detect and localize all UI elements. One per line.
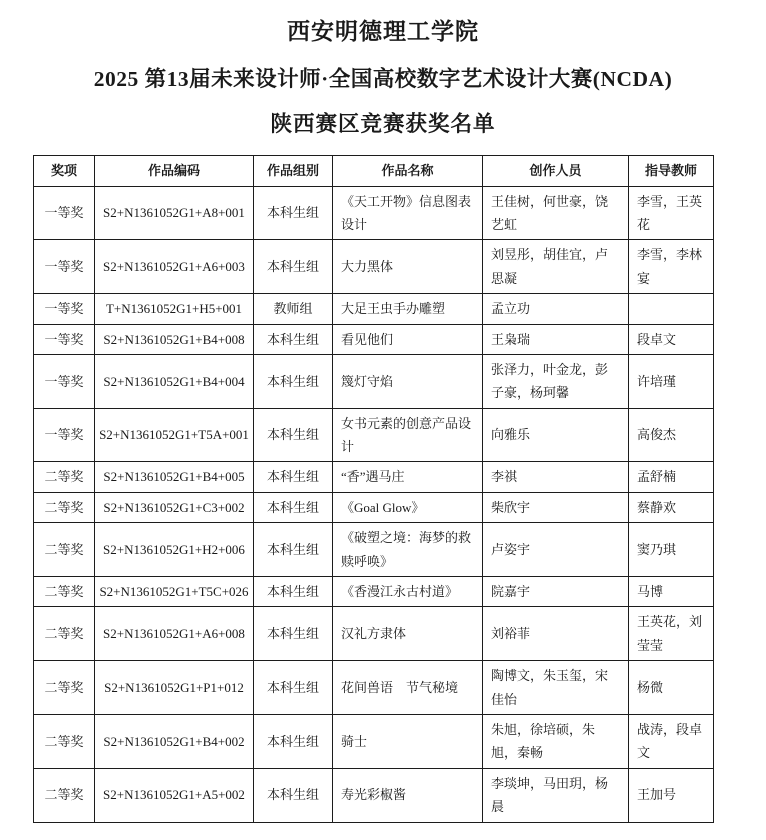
- table-row: [34, 523, 714, 577]
- award-cell: 一等奖: [34, 354, 95, 408]
- group-cell: 本科生组: [254, 523, 333, 577]
- page-subtitle: 2025 第13届未来设计师·全国高校数字艺术设计大赛(NCDA): [93, 66, 673, 91]
- group-cell: 本科生组: [254, 492, 333, 522]
- teacher-cell: 孟舒楠: [629, 462, 714, 492]
- header-group-cell: 作品组别: [254, 156, 333, 186]
- table-row: [34, 324, 714, 354]
- teacher-cell: 许培瑾: [629, 354, 714, 408]
- group-cell: 本科生组: [254, 715, 333, 769]
- work-title-cell: 花间兽语 节气秘境: [333, 661, 483, 715]
- award-cell: 二等奖: [34, 577, 95, 607]
- award-cell: 一等奖: [34, 186, 95, 240]
- work-title-cell: 寿光彩椒酱: [333, 768, 483, 822]
- group-cell: 本科生组: [254, 240, 333, 294]
- code-cell: T+N1361052G1+H5+001: [95, 294, 254, 324]
- creators-cell: 刘昱彤，胡佳宜，卢思凝: [483, 240, 629, 294]
- award-cell: 一等奖: [34, 240, 95, 294]
- creators-cell: 王佳树，何世豪，饶艺虹: [483, 186, 629, 240]
- teacher-cell: 杨微: [629, 661, 714, 715]
- table-row: [34, 715, 714, 769]
- teacher-cell: 段卓文: [629, 324, 714, 354]
- table-row: [34, 408, 714, 462]
- group-cell: 本科生组: [254, 408, 333, 462]
- teacher-cell: 蔡静欢: [629, 492, 714, 522]
- teacher-cell: 窦乃琪: [629, 523, 714, 577]
- teacher-cell: 李雪，王英花: [629, 186, 714, 240]
- code-cell: S2+N1361052G1+B4+008: [95, 324, 254, 354]
- award-cell: 二等奖: [34, 715, 95, 769]
- group-cell: 本科生组: [254, 661, 333, 715]
- award-cell: 二等奖: [34, 523, 95, 577]
- teacher-cell: 马博: [629, 577, 714, 607]
- creators-cell: 院嘉宇: [483, 577, 629, 607]
- award-cell: 一等奖: [34, 294, 95, 324]
- code-cell: S2+N1361052G1+A6+003: [95, 240, 254, 294]
- work-title-cell: 《香漫江永古村道》: [333, 577, 483, 607]
- code-cell: S2+N1361052G1+A8+001: [95, 186, 254, 240]
- page-title: 西安明德理工学院: [287, 19, 479, 44]
- award-cell: 二等奖: [34, 462, 95, 492]
- header-code-cell: 作品编码: [95, 156, 254, 186]
- creators-cell: 李琰坤，马田玥，杨晨: [483, 768, 629, 822]
- award-cell: 二等奖: [34, 607, 95, 661]
- creators-cell: 孟立功: [483, 294, 629, 324]
- group-cell: 本科生组: [254, 768, 333, 822]
- header-creators-cell: 创作人员: [483, 156, 629, 186]
- table-header-row: [34, 156, 714, 186]
- teacher-cell: 王英花，刘莹莹: [629, 607, 714, 661]
- table-row: [34, 661, 714, 715]
- creators-cell: 张泽力，叶金龙，彭子豪，杨珂馨: [483, 354, 629, 408]
- code-cell: S2+N1361052G1+C3+002: [95, 492, 254, 522]
- teacher-cell: 高俊杰: [629, 408, 714, 462]
- group-cell: 本科生组: [254, 462, 333, 492]
- creators-cell: 卢姿宇: [483, 523, 629, 577]
- work-title-cell: 看见他们: [333, 324, 483, 354]
- teacher-cell: [629, 294, 714, 324]
- table-row: [34, 607, 714, 661]
- work-title-cell: 女书元素的创意产品设计: [333, 408, 483, 462]
- teacher-cell: 王加号: [629, 768, 714, 822]
- work-title-cell: 骑士: [333, 715, 483, 769]
- work-title-cell: 大足王虫手办雕塑: [333, 294, 483, 324]
- creators-cell: 王枭瑞: [483, 324, 629, 354]
- code-cell: S2+N1361052G1+H2+006: [95, 523, 254, 577]
- award-cell: 一等奖: [34, 324, 95, 354]
- code-cell: S2+N1361052G1+T5C+026: [95, 577, 254, 607]
- award-cell: 二等奖: [34, 661, 95, 715]
- table-row: [34, 577, 714, 607]
- table-row: [34, 492, 714, 522]
- table-body: [34, 186, 714, 822]
- section-title: 陕西赛区竞赛获奖名单: [270, 112, 496, 137]
- award-cell: 二等奖: [34, 492, 95, 522]
- header-work-title-cell: 作品名称: [333, 156, 483, 186]
- creators-cell: 向雅乐: [483, 408, 629, 462]
- table-row: [34, 240, 714, 294]
- teacher-cell: 李雪，李林宴: [629, 240, 714, 294]
- creators-cell: 刘裕菲: [483, 607, 629, 661]
- work-title-cell: 汉礼方隶体: [333, 607, 483, 661]
- award-cell: 二等奖: [34, 768, 95, 822]
- table-row: [34, 462, 714, 492]
- code-cell: S2+N1361052G1+B4+004: [95, 354, 254, 408]
- table-row: [34, 294, 714, 324]
- group-cell: 本科生组: [254, 354, 333, 408]
- creators-cell: 陶博文，朱玉玺，宋佳怡: [483, 661, 629, 715]
- award-cell: 一等奖: [34, 408, 95, 462]
- code-cell: S2+N1361052G1+B4+002: [95, 715, 254, 769]
- teacher-cell: 战涛，段卓文: [629, 715, 714, 769]
- work-title-cell: 《破塑之境：海梦的救赎呼唤》: [333, 523, 483, 577]
- table-row: [34, 186, 714, 240]
- work-title-cell: 大力黑体: [333, 240, 483, 294]
- group-cell: 教师组: [254, 294, 333, 324]
- code-cell: S2+N1361052G1+A5+002: [95, 768, 254, 822]
- code-cell: S2+N1361052G1+T5A+001: [95, 408, 254, 462]
- creators-cell: 李祺: [483, 462, 629, 492]
- awards-table: [33, 155, 714, 822]
- group-cell: 本科生组: [254, 577, 333, 607]
- header-teacher-cell: 指导教师: [629, 156, 714, 186]
- work-title-cell: 《天工开物》信息图表设计: [333, 186, 483, 240]
- work-title-cell: 篾灯守焰: [333, 354, 483, 408]
- code-cell: S2+N1361052G1+P1+012: [95, 661, 254, 715]
- group-cell: 本科生组: [254, 186, 333, 240]
- table-row: [34, 768, 714, 822]
- header-award-cell: 奖项: [34, 156, 95, 186]
- creators-cell: 朱旭，徐培硕，朱旭，秦畅: [483, 715, 629, 769]
- code-cell: S2+N1361052G1+A6+008: [95, 607, 254, 661]
- work-title-cell: “香”遇马庄: [333, 462, 483, 492]
- code-cell: S2+N1361052G1+B4+005: [95, 462, 254, 492]
- creators-cell: 柴欣宇: [483, 492, 629, 522]
- work-title-cell: 《Goal Glow》: [333, 492, 483, 522]
- table-row: [34, 354, 714, 408]
- group-cell: 本科生组: [254, 607, 333, 661]
- group-cell: 本科生组: [254, 324, 333, 354]
